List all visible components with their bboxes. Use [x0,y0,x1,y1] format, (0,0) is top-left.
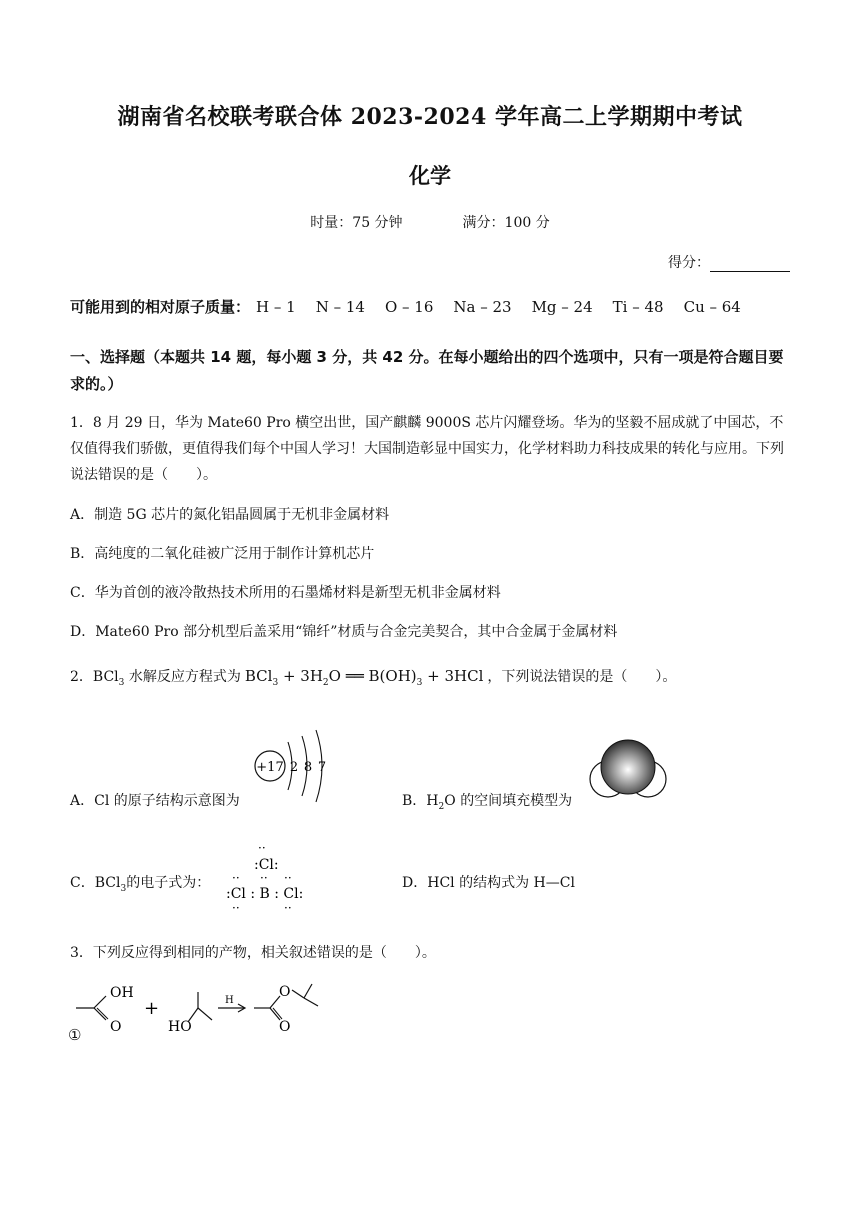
exam-meta [0,212,860,232]
reaction-1-label: ① [68,1026,82,1044]
atomic-mass-item: Na – 23 [453,298,512,316]
shell-electrons-3: 7 [317,760,327,775]
question-1-option-d[interactable]: D．Mate60 Pro 部分机型后盖采用“锦纤”材质与合金完美契合，其中合金属于金属材料 [70,624,618,640]
svg-text::Cl : B : Cl:: :Cl : B : Cl: [226,886,304,902]
score-label: 得分： [668,255,710,271]
svg-text:··: ·· [260,871,268,885]
bcl3-electron-formula [220,842,320,914]
bond-line [94,1008,106,1020]
exam-subject: 化学 [409,163,451,188]
h2o-space-filling-model [586,735,670,805]
exam-full-score: 满分：100 分 [462,215,550,231]
reaction-equation: $BCl_3 + 3H_2O$ ══ $B(OH)_3 + 3HCl$ [244,667,484,688]
question-1-option-c[interactable]: C．华为首创的液冷散热技术所用的石墨烯材料是新型无机非金属材料 [70,585,501,601]
question-1-stem: 1．8 月 29 日，华为 Mate60 Pro 横空出世，国产麒麟 9000S 芯片闪耀登场。华为的坚毅不屈成就了中国芯，不仅值得我们骄傲，更值得我们每个中国人学习！大国制造彰显中国实力，化学材料助力科技成果的转化与应用。下列说法错误的是（ ）。 [70,415,784,483]
bond-line [304,998,318,1006]
carbonyl-o-label: O [279,1019,291,1035]
atomic-masses [70,296,741,317]
question-1-option-b[interactable]: B．高纯度的二氧化硅被广泛用于制作计算机芯片 [70,546,375,562]
bond-line [304,984,312,998]
catalyst-label: H [225,995,234,1006]
score-field[interactable] [668,252,790,272]
atomic-mass-item: N – 14 [315,298,365,316]
question-2-mid: 水解反应方程式为 [128,669,241,685]
question-2-suffix: ，下列说法错误的是（ ）。 [487,669,677,685]
option-b-letter: B． [402,793,427,809]
ho-label: HO [168,1019,192,1035]
question-2-option-d[interactable] [402,872,575,892]
shell-electrons-2: 8 [303,760,313,775]
option-c-text: 的电子式为： [126,875,211,891]
hcl-formula: HCl [427,875,455,891]
question-2-stem [70,666,676,688]
bond-line [188,1008,198,1022]
plus-sign: + [144,998,160,1019]
svg-text:··: ·· [232,871,240,885]
bond-line [198,1008,212,1020]
bond-line [97,1008,108,1019]
atomic-mass-item: O – 16 [384,298,434,316]
svg-text:··: ·· [284,901,292,914]
section-heading: 一、选择题（本题共 14 题，每小题 3 分，共 42 分。在每小题给出的四个选项中，只有一项是符合题目要求的。） [70,348,784,393]
option-c-letter: C． [70,875,95,891]
score-blank[interactable] [710,257,790,272]
bond-line [292,990,304,998]
option-b-text: 的空间填充模型为 [460,793,573,809]
question-2-option-c[interactable] [70,872,210,894]
question-2-number: 2． [70,669,93,685]
question-3-stem: 3．下列反应得到相同的产物，相关叙述错误的是（ ）。 [70,945,436,961]
exam-title: 湖南省名校联考联合体 2023-2024 学年高二上学期期中考试 [117,104,743,130]
shell-electrons-1: 2 [289,760,299,775]
exam-time: 时量：75 分钟 [310,215,403,231]
bcl3-formula: BCl$_3$ [92,669,125,688]
oh-label: OH [110,985,134,1001]
o-label: O [110,1019,122,1035]
question-2-option-a[interactable]: A．Cl 的原子结构示意图为 [70,793,240,809]
svg-text:··: ·· [258,842,266,855]
atomic-mass-item: Cu – 64 [683,298,741,316]
h2o-formula: $H_2O$ [426,793,456,812]
bcl3-formula-c: BCl$_3$ [94,875,127,894]
svg-text::Cl:: :Cl: [254,857,279,873]
option-d-letter: D． [402,875,428,891]
ester-o-label: O [279,984,291,1000]
atomic-mass-item: Ti – 48 [612,298,664,316]
option-d-text: 的结构式为 H—Cl [459,875,575,891]
reaction-1-diagram [66,978,336,1048]
atomic-mass-item: H – 1 [256,298,296,316]
cl-atom-diagram [250,728,350,804]
svg-text:··: ·· [284,871,292,885]
bond-line [94,996,106,1008]
question-1-option-a[interactable]: A．制造 5G 芯片的氮化铝晶圆属于无机非金属材料 [70,507,390,523]
nucleus-label: +17 [256,760,284,775]
svg-text:··: ·· [232,901,240,914]
atomic-masses-label: 可能用到的相对原子质量： [70,298,251,316]
question-2-option-b[interactable] [402,790,572,812]
atomic-mass-item: Mg – 24 [531,298,593,316]
